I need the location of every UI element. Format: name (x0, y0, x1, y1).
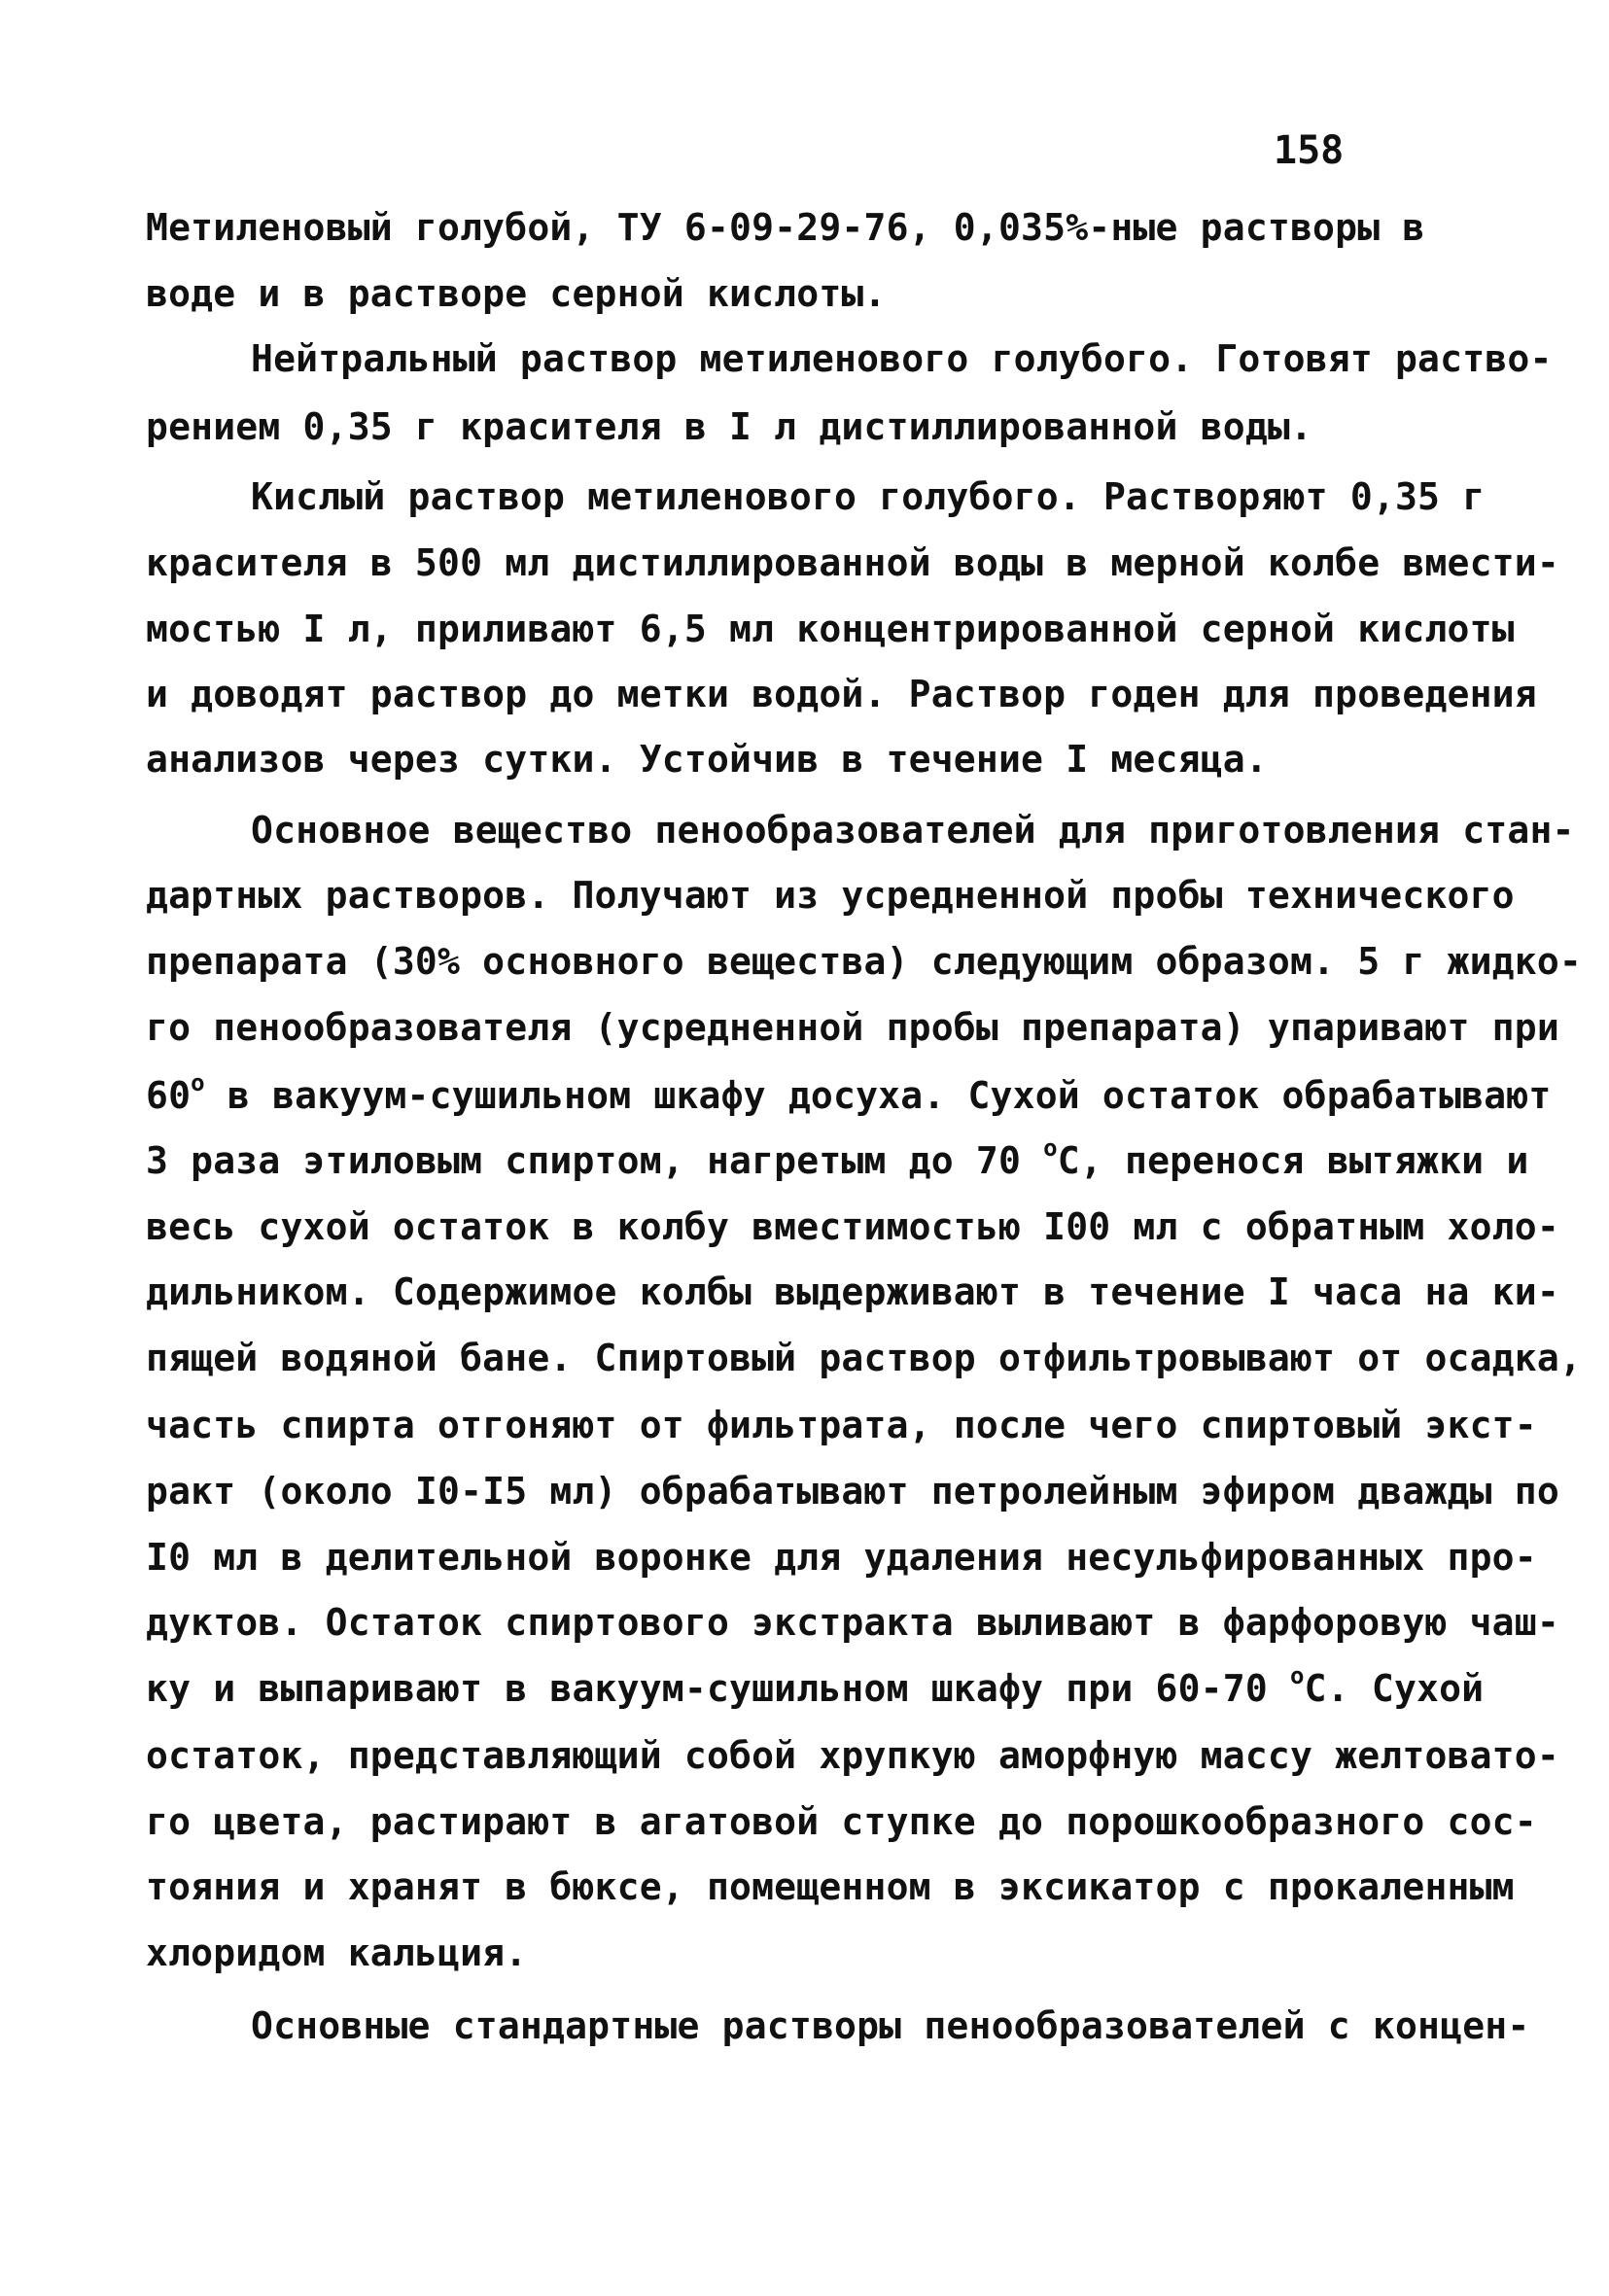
text-line: Метиленовый голубой, ТУ 6-09-29-76, 0,035%-ные растворы в (146, 206, 1425, 249)
degree-superscript: o (1289, 1662, 1305, 1689)
degree-superscript: o (191, 1069, 205, 1096)
text-segment: ку и выпаривают в вакуум-сушильном шкафу при 60-70 (146, 1667, 1290, 1710)
text-line (146, 1662, 1485, 1710)
page-number: 158 (1274, 128, 1345, 173)
text-segment: 60 (146, 1074, 192, 1117)
text-line: го пенообразователя (усредненной пробы препарата) упаривают при (146, 1006, 1559, 1049)
text-line: и доводят раствор до метки водой. Раствор годен для проведения (146, 673, 1537, 715)
degree-superscript: o (1043, 1134, 1058, 1162)
text-line: хлоридом кальция. (146, 1931, 528, 1974)
text-line: красителя в 500 мл дистиллированной воды в мерной колбе вмести- (146, 541, 1559, 584)
text-line: дильником. Содержимое колбы выдерживают в течение I часа на ки- (146, 1270, 1559, 1313)
text-line: Основные стандартные растворы пенообразователей с концен- (251, 2004, 1530, 2047)
text-segment: 3 раза этиловым спиртом, нагретым до 70 (146, 1139, 1044, 1182)
text-segment: C, перенося вытяжки и (1057, 1139, 1529, 1182)
text-line: препарата (30% основного вещества) следующим образом. 5 г жидко- (146, 940, 1582, 983)
text-line (146, 1069, 1552, 1117)
text-line: I0 мл в делительной воронке для удаления несульфированных про- (146, 1536, 1537, 1579)
text-segment: C. Сухой (1304, 1667, 1485, 1710)
text-line: воде и в растворе серной кислоты. (146, 272, 887, 315)
text-line: дартных растворов. Получают из усредненной пробы технического (146, 874, 1515, 917)
text-line: ракт (около I0-I5 мл) обрабатывают петролейным эфиром дважды по (146, 1470, 1559, 1513)
text-line: го цвета, растирают в агатовой ступке до порошкообразного сос- (146, 1800, 1537, 1843)
text-line: тояния и хранят в бюксе, помещенном в эксикатор с прокаленным (146, 1865, 1515, 1908)
text-line: Кислый раствор метиленового голубого. Растворяют 0,35 г (251, 475, 1486, 518)
text-line: часть спирта отгоняют от фильтрата, после чего спиртовый экст- (146, 1404, 1537, 1446)
text-line: пящей водяной бане. Спиртовый раствор отфильтровывают от осадка, (146, 1337, 1582, 1379)
text-line: весь сухой остаток в колбу вместимостью I00 мл с обратным холо- (146, 1205, 1559, 1248)
text-line (146, 1134, 1529, 1182)
text-line: Нейтральный раствор метиленового голубого. Готовят раство- (251, 337, 1553, 380)
text-line: мостью I л, приливают 6,5 мл концентрированной серной кислоты (146, 608, 1515, 650)
text-line: анализов через сутки. Устойчив в течение I месяца. (146, 738, 1268, 781)
text-line: рением 0,35 г красителя в I л дистиллированной воды. (146, 405, 1313, 448)
text-line: остаток, представляющий собой хрупкую аморфную массу желтовато- (146, 1734, 1559, 1777)
text-segment: в вакуум-сушильном шкафу досуха. Сухой остаток обрабатывают (204, 1074, 1552, 1117)
text-line: Основное вещество пенообразователей для приготовления стан- (251, 809, 1575, 852)
text-line: дуктов. Остаток спиртового экстракта выливают в фарфоровую чаш- (146, 1601, 1559, 1644)
